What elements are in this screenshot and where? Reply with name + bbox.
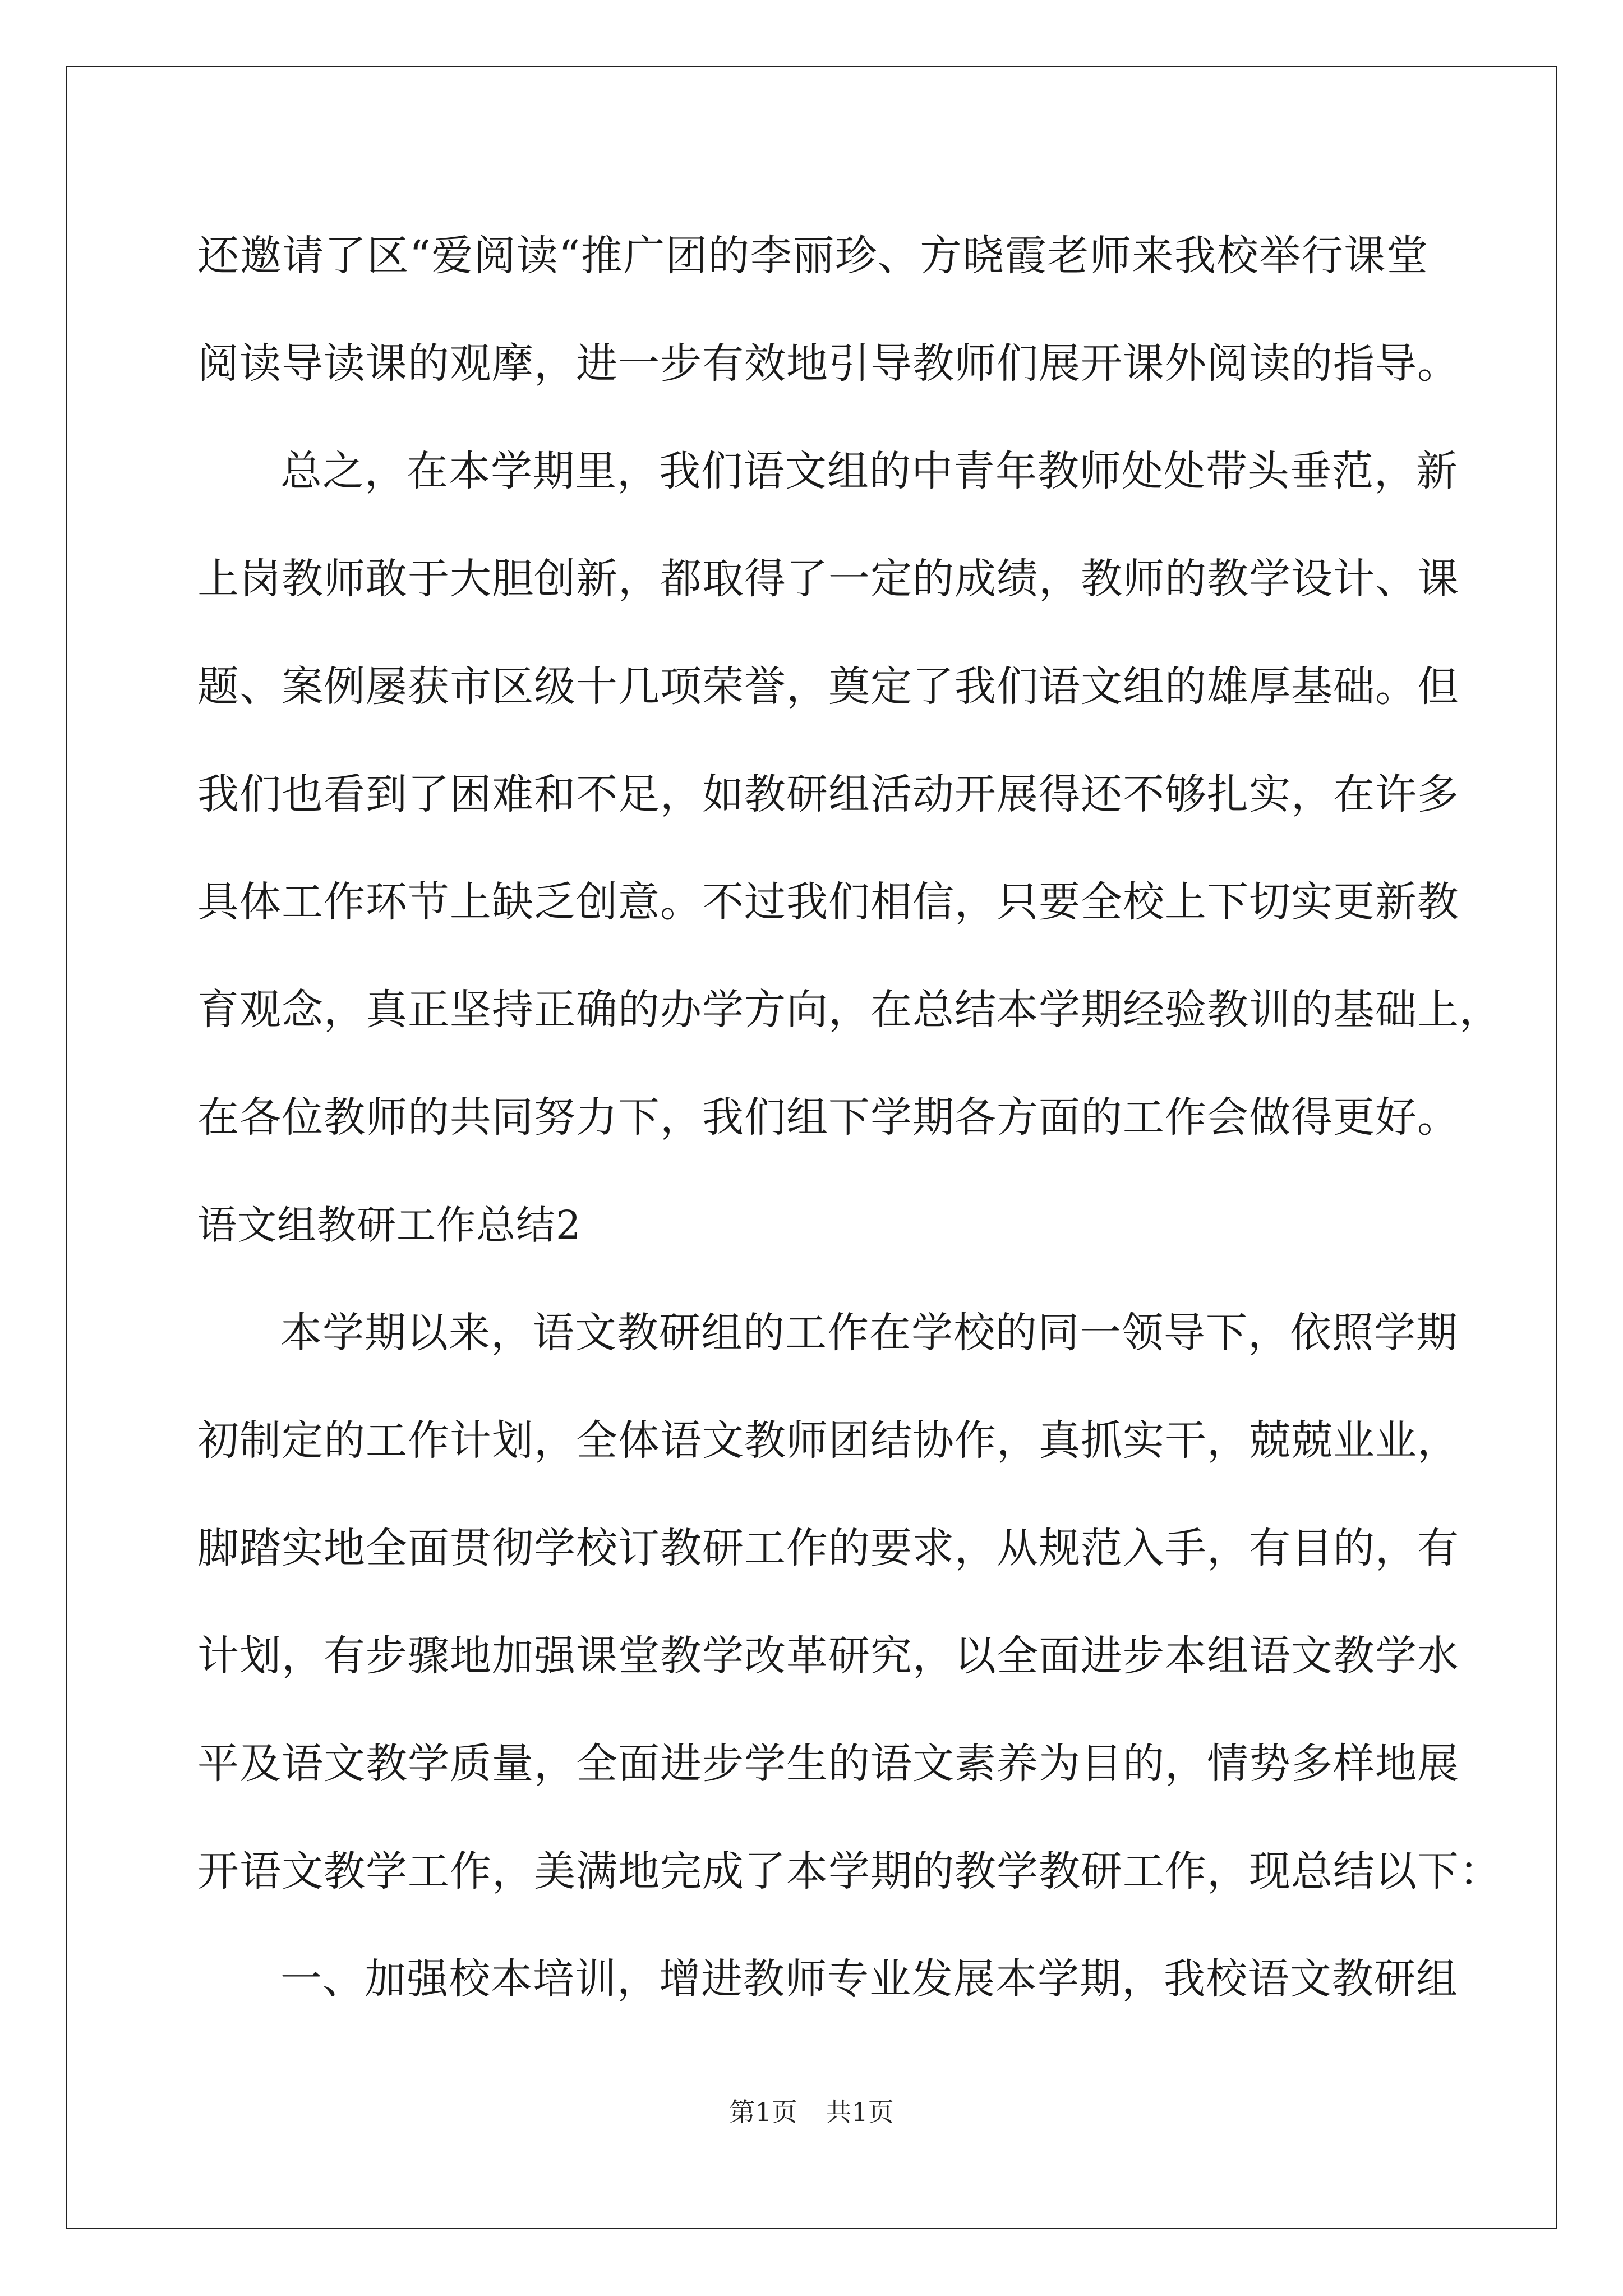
page-footer <box>0 2095 1623 2129</box>
document-body <box>197 202 1501 2033</box>
text-line: 总之，在本学期里，我们语文组的中青年教师处处带头垂范，新 <box>280 447 1458 495</box>
text-line: 具体工作环节上缺乏创意。不过我们相信，只要全校上下切实更新教 <box>197 878 1459 926</box>
text-line: 平及语文教学质量，全面进步学生的语文素养为目的，情势多样地展 <box>197 1740 1459 1788</box>
text-line: 一、加强校本培训，增进教师专业发展本学期，我校语文教研组 <box>280 1955 1458 2003</box>
text-line: 我们也看到了困难和不足，如教研组活动开展得还不够扎实，在许多 <box>197 770 1459 818</box>
text-line: 上岗教师敢于大胆创新，都取得了一定的成绩，教师的教学设计、课 <box>197 555 1459 603</box>
text-line: 还邀请了区“爱阅读“推广团的李丽珍、方晓霞老师来我校举行课堂 <box>197 232 1428 280</box>
text-line: 开语文教学工作，美满地完成了本学期的教学教研工作，现总结以下： <box>197 1847 1501 1895</box>
text-line: 脚踏实地全面贯彻学校订教研工作的要求，从规范入手，有目的，有 <box>197 1524 1459 1572</box>
section-heading: 语文组教研工作总结2 <box>197 1202 582 1248</box>
text-line: 阅读导读课的观摩，进一步有效地引导教师们展开课外阅读的指导。 <box>197 339 1459 388</box>
page-total: 共1页 <box>826 2097 894 2127</box>
text-line: 题、案例屡获市区级十几项荣誉，奠定了我们语文组的雄厚基础。但 <box>197 662 1459 711</box>
text-line: 初制定的工作计划，全体语文教师团结协作，真抓实干，兢兢业业， <box>197 1416 1459 1465</box>
page-number: 第1页 <box>729 2097 797 2127</box>
text-line: 育观念，真正坚持正确的办学方向，在总结本学期经验教训的基础上， <box>197 986 1501 1034</box>
text-line: 在各位教师的共同努力下，我们组下学期各方面的工作会做得更好。 <box>197 1093 1459 1142</box>
text-line: 本学期以来，语文教研组的工作在学校的同一领导下，依照学期 <box>280 1309 1458 1357</box>
text-line: 计划，有步骤地加强课堂教学改革研究，以全面进步本组语文教学水 <box>197 1632 1459 1680</box>
